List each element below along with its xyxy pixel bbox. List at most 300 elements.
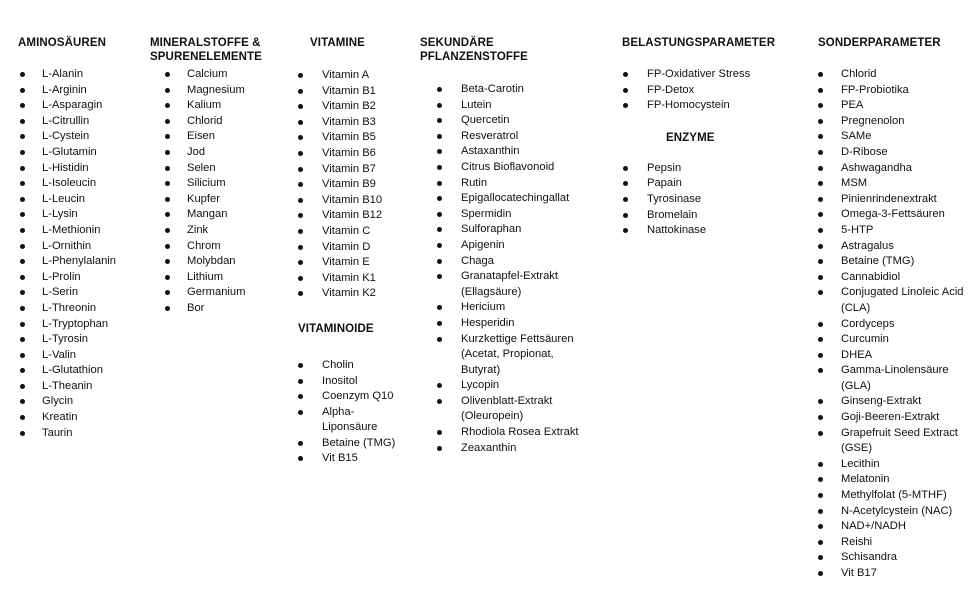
list-item — [420, 300, 590, 316]
list-item-label: Bor — [187, 301, 205, 314]
list-item-label: Astaxanthin — [461, 145, 520, 158]
bullet-icon — [165, 212, 170, 217]
bullet-icon — [20, 103, 25, 108]
list-item — [18, 207, 138, 223]
list-item-label: Vitamin B9 — [322, 178, 376, 191]
list-item-label: Conjugated Linoleic Acid (CLA) — [841, 286, 964, 314]
bullet-icon — [298, 276, 303, 281]
list-item — [818, 348, 966, 364]
list-item-label: Glycin — [42, 395, 74, 408]
bullet-icon — [20, 431, 25, 436]
bullet-icon — [298, 167, 303, 172]
list-item-label: Magnesium — [187, 83, 245, 96]
list-item-label: L-Glutamin — [42, 145, 97, 158]
list-item — [420, 222, 590, 238]
list-item — [18, 254, 138, 270]
column-aminosaeuren — [18, 36, 138, 441]
list-item — [420, 441, 590, 457]
heading-belastung: BELASTUNGSPARAMETER — [622, 37, 776, 49]
list-item-label: FP-Probiotika — [841, 83, 909, 96]
list-item — [18, 348, 138, 364]
list-sekundaere — [420, 82, 590, 456]
bullet-icon — [437, 337, 442, 342]
list-item-label: L-Histidin — [42, 161, 89, 174]
bullet-icon — [20, 322, 25, 327]
list-item — [298, 286, 408, 302]
list-item — [818, 67, 966, 83]
bullet-icon — [298, 291, 303, 296]
list-item-label: L-Prolin — [42, 270, 81, 283]
bullet-icon — [818, 509, 823, 514]
list-item-label: Cholin — [322, 358, 354, 371]
list-item — [818, 410, 966, 426]
list-item — [818, 472, 966, 488]
bullet-icon — [437, 181, 442, 186]
bullet-icon — [165, 166, 170, 171]
list-item — [150, 161, 280, 177]
list-item — [18, 363, 138, 379]
bullet-icon — [20, 150, 25, 155]
column-mineralstoffe — [150, 36, 280, 317]
list-item — [18, 176, 138, 192]
list-item-label: Chrom — [187, 239, 221, 252]
list-item — [298, 177, 408, 193]
list-item — [150, 98, 280, 114]
list-item — [818, 270, 966, 286]
bullet-icon — [20, 166, 25, 171]
list-item — [622, 83, 782, 99]
list-item-label: Vitamin B2 — [322, 100, 376, 113]
list-item — [818, 535, 966, 551]
list-item-label: Kalium — [187, 99, 222, 112]
list-item — [150, 114, 280, 130]
list-item-label: Selen — [187, 161, 216, 174]
bullet-icon — [818, 72, 823, 77]
list-item-label: Olivenblatt-Extrakt (Oleuropein) — [461, 394, 553, 423]
list-item — [18, 270, 138, 286]
list-item-label: L-Threonin — [42, 301, 97, 314]
bullet-icon — [818, 166, 823, 171]
bullet-icon — [20, 415, 25, 420]
list-item — [818, 98, 966, 114]
list-item-label: Apigenin — [461, 238, 505, 251]
bullet-icon — [818, 540, 823, 545]
list-item-label: L-Methionin — [42, 223, 101, 236]
list-item — [420, 176, 590, 192]
list-item — [298, 162, 408, 178]
bullet-icon — [437, 118, 442, 123]
bullet-icon — [20, 244, 25, 249]
list-item — [420, 113, 590, 129]
bullet-icon — [298, 104, 303, 109]
list-item-label: L-Arginin — [42, 83, 87, 96]
bullet-icon — [818, 228, 823, 233]
list-item-label: D-Ribose — [841, 145, 888, 158]
list-item — [18, 317, 138, 333]
bullet-icon — [818, 415, 823, 420]
list-item-label: NAD+/NADH — [841, 520, 906, 533]
list-item-label: Vitamin C — [322, 224, 371, 237]
bullet-icon — [298, 73, 303, 78]
list-item — [622, 208, 782, 224]
list-item-label: L-Tyrosin — [42, 333, 89, 346]
list-item-label: Taurin — [42, 426, 73, 439]
list-item-label: Chlorid — [841, 68, 877, 80]
bullet-icon — [298, 198, 303, 203]
bullet-icon — [20, 290, 25, 295]
list-item-label: Vitamin B10 — [322, 193, 383, 206]
list-item — [420, 269, 590, 300]
bullet-icon — [623, 197, 628, 202]
bullet-icon — [165, 306, 170, 311]
list-item — [420, 316, 590, 332]
bullet-icon — [165, 290, 170, 295]
list-item-label: Pepsin — [647, 161, 682, 174]
list-item-label: Cannabidiol — [841, 270, 901, 283]
list-item-label: DHEA — [841, 348, 873, 361]
list-item — [818, 363, 966, 394]
bullet-icon — [818, 555, 823, 560]
list-item-label: Calcium — [187, 68, 228, 80]
list-item — [18, 426, 138, 442]
bullet-icon — [623, 72, 628, 77]
list-item — [818, 161, 966, 177]
list-item — [298, 451, 408, 467]
list-item — [298, 146, 408, 162]
list-item — [818, 332, 966, 348]
list-item-label: Vitamin K2 — [322, 287, 376, 300]
list-item — [298, 405, 408, 436]
list-item-label: Melatonin — [841, 473, 890, 486]
list-item — [150, 270, 280, 286]
list-item-label: MSM — [841, 177, 868, 190]
list-item-label: Zink — [187, 223, 209, 236]
list-item-label: Germanium — [187, 286, 246, 299]
list-item-label: L-Asparagin — [42, 99, 103, 112]
list-item — [18, 98, 138, 114]
list-vitaminoide — [298, 358, 408, 467]
list-item-label: Eisen — [187, 130, 215, 143]
column-belastung — [622, 36, 782, 239]
bullet-icon — [818, 524, 823, 529]
list-item-label: FP-Oxidativer Stress — [647, 68, 751, 80]
bullet-icon — [437, 321, 442, 326]
bullet-icon — [437, 430, 442, 435]
list-item-label: Nattokinase — [647, 224, 707, 237]
bullet-icon — [165, 275, 170, 280]
bullet-icon — [20, 88, 25, 93]
bullet-icon — [818, 431, 823, 436]
bullet-icon — [623, 181, 628, 186]
list-item — [298, 374, 408, 390]
bullet-icon — [165, 197, 170, 202]
bullet-icon — [818, 399, 823, 404]
list-item — [18, 129, 138, 145]
list-item-label: L-Cystein — [42, 130, 90, 143]
bullet-icon — [818, 197, 823, 202]
bullet-icon — [20, 399, 25, 404]
bullet-icon — [818, 134, 823, 139]
list-item — [420, 144, 590, 160]
bullet-icon — [437, 134, 442, 139]
list-item — [18, 83, 138, 99]
list-item — [18, 410, 138, 426]
bullet-icon — [818, 275, 823, 280]
list-item — [150, 192, 280, 208]
list-item-label: Lutein — [461, 98, 492, 111]
list-item — [818, 285, 966, 316]
list-item-label: Pinienrindenextrakt — [841, 192, 937, 205]
bullet-icon — [818, 88, 823, 93]
list-item — [298, 255, 408, 271]
list-item-label: L-Citrullin — [42, 114, 90, 127]
bullet-icon — [20, 306, 25, 311]
list-item — [298, 208, 408, 224]
list-item — [818, 239, 966, 255]
list-item-label: Vit B15 — [322, 452, 358, 465]
list-item — [420, 238, 590, 254]
list-item-label: Granatapfel-Extrakt (Ellagsäure) — [461, 270, 559, 298]
list-enzyme — [622, 161, 782, 239]
list-mineralstoffe — [150, 67, 280, 317]
list-item — [18, 223, 138, 239]
bullet-icon — [623, 88, 628, 93]
bullet-icon — [437, 212, 442, 217]
list-item-label: FP-Detox — [647, 83, 695, 96]
list-item-label: Vitamin B7 — [322, 162, 376, 175]
list-item — [420, 378, 590, 394]
list-item — [622, 67, 782, 83]
list-item-label: Astragalus — [841, 239, 894, 252]
list-item-label: Betaine (TMG) — [841, 255, 915, 268]
bullet-icon — [298, 120, 303, 125]
list-item — [622, 223, 782, 239]
list-item-label: L-Tryptophan — [42, 317, 109, 330]
heading-vitamine: VITAMINE — [310, 37, 365, 49]
bullet-icon — [20, 119, 25, 124]
bullet-icon — [623, 228, 628, 233]
heading-sonder: SONDERPARAMETER — [818, 37, 941, 49]
list-item-label: Kupfer — [187, 192, 220, 205]
list-item — [18, 161, 138, 177]
list-item — [818, 394, 966, 410]
list-item-label: Vitamin B12 — [322, 209, 383, 222]
list-item-label: Vitamin D — [322, 240, 371, 253]
bullet-icon — [437, 196, 442, 201]
list-item-label: L-Isoleucin — [42, 177, 97, 190]
list-item — [818, 426, 966, 457]
bullet-icon — [437, 165, 442, 170]
bullet-icon — [818, 322, 823, 327]
bullet-icon — [818, 119, 823, 124]
list-item — [818, 129, 966, 145]
list-item-label: Methylfolat (5-MTHF) — [841, 489, 947, 502]
list-item-label: Goji-Beeren-Extrakt — [841, 411, 940, 424]
bullet-icon — [818, 462, 823, 467]
bullet-icon — [818, 493, 823, 498]
list-item-label: Mangan — [187, 208, 228, 221]
list-item — [298, 99, 408, 115]
list-item-label: L-Serin — [42, 286, 79, 299]
bullet-icon — [298, 394, 303, 399]
list-item — [298, 130, 408, 146]
list-item-label: Vitamin E — [322, 256, 370, 269]
list-item — [18, 114, 138, 130]
heading-vitaminoide: VITAMINOIDE — [298, 322, 374, 335]
list-item-label: Molybdan — [187, 255, 236, 268]
list-item-label: Jod — [187, 145, 206, 158]
column-sonder — [818, 36, 966, 582]
list-item-label: Omega-3-Fettsäuren — [841, 208, 945, 221]
bullet-icon — [298, 456, 303, 461]
bullet-icon — [298, 229, 303, 234]
bullet-icon — [818, 103, 823, 108]
bullet-icon — [20, 228, 25, 233]
list-item — [298, 115, 408, 131]
bullet-icon — [298, 410, 303, 415]
list-item-label: L-Lysin — [42, 208, 78, 221]
bullet-icon — [437, 149, 442, 154]
list-item-label: L-Glutathion — [42, 364, 103, 377]
column-vitamine — [298, 36, 408, 467]
bullet-icon — [623, 166, 628, 171]
bullet-icon — [437, 227, 442, 232]
bullet-icon — [20, 181, 25, 186]
list-item-label: Vitamin B1 — [322, 84, 376, 97]
bullet-icon — [298, 182, 303, 187]
list-item — [420, 160, 590, 176]
list-item-label: Hesperidin — [461, 316, 515, 329]
bullet-icon — [20, 259, 25, 264]
list-item — [150, 301, 280, 317]
list-item-label: Cordyceps — [841, 317, 895, 330]
list-item — [18, 301, 138, 317]
list-item-label: Kreatin — [42, 411, 78, 424]
bullet-icon — [298, 135, 303, 140]
bullet-icon — [818, 477, 823, 482]
list-item-label: L-Theanin — [42, 379, 93, 392]
list-item-label: Epigallocatechingallat — [461, 192, 570, 205]
list-item-label: Gamma-Linolensäure (GLA) — [841, 364, 949, 392]
bullet-icon — [298, 245, 303, 250]
bullet-icon — [20, 337, 25, 342]
list-item-label: Grapefruit Seed Extract (GSE) — [841, 426, 958, 455]
list-item-label: Kurzkettige Fettsäuren (Acetat, Propionat, Butyrat) — [461, 332, 574, 376]
list-item-label: PEA — [841, 99, 864, 112]
list-item-label: Reishi — [841, 535, 873, 548]
list-item — [18, 379, 138, 395]
bullet-icon — [818, 337, 823, 342]
list-item — [150, 83, 280, 99]
heading-mineralstoffe-line2: SPURENELEMENTE — [150, 51, 262, 63]
list-item-label: L-Valin — [42, 348, 76, 361]
bullet-icon — [20, 368, 25, 373]
list-item-label: Sulforaphan — [461, 223, 522, 236]
list-item-label: L-Ornithin — [42, 239, 92, 252]
bullet-icon — [165, 244, 170, 249]
list-item-label: Bromelain — [647, 208, 698, 221]
list-item — [818, 566, 966, 582]
list-item-label: Pregnenolon — [841, 114, 905, 127]
bullet-icon — [437, 305, 442, 310]
list-item — [818, 317, 966, 333]
list-item — [818, 192, 966, 208]
list-item-label: Citrus Bioflavonoid — [461, 160, 555, 173]
list-item — [298, 436, 408, 452]
bullet-icon — [623, 103, 628, 108]
list-item — [420, 332, 590, 379]
list-item — [298, 193, 408, 209]
list-item — [18, 394, 138, 410]
bullet-icon — [20, 134, 25, 139]
list-item-label: Vitamin B3 — [322, 115, 376, 128]
bullet-icon — [818, 290, 823, 295]
bullet-icon — [165, 228, 170, 233]
list-item-label: Quercetin — [461, 114, 510, 127]
bullet-icon — [818, 259, 823, 264]
bullet-icon — [298, 363, 303, 368]
list-item — [818, 207, 966, 223]
list-item-label: Ginseng-Extrakt — [841, 395, 922, 408]
list-item-label: Vit B17 — [841, 567, 877, 579]
bullet-icon — [298, 213, 303, 218]
list-item — [18, 332, 138, 348]
bullet-icon — [165, 103, 170, 108]
heading-enzyme: ENZYME — [666, 131, 715, 144]
list-item — [420, 394, 590, 425]
list-item-label: Chaga — [461, 254, 494, 267]
list-item-label: Lycopin — [461, 379, 500, 392]
list-item-label: SAMe — [841, 130, 872, 143]
list-item-label: Vitamin B5 — [322, 131, 376, 144]
bullet-icon — [818, 368, 823, 373]
list-item — [18, 145, 138, 161]
bullet-icon — [20, 72, 25, 77]
bullet-icon — [818, 212, 823, 217]
list-item — [150, 176, 280, 192]
heading-mineralstoffe — [150, 36, 280, 64]
list-item — [150, 223, 280, 239]
bullet-icon — [20, 353, 25, 358]
list-item-label: FP-Homocystein — [647, 99, 730, 112]
list-item — [298, 358, 408, 374]
list-item-label: Zeaxanthin — [461, 441, 517, 454]
list-item-label: Vitamin K1 — [322, 271, 376, 284]
bullet-icon — [165, 88, 170, 93]
list-item — [150, 239, 280, 255]
list-item — [818, 223, 966, 239]
list-item — [420, 82, 590, 98]
list-item — [298, 389, 408, 405]
list-item — [150, 129, 280, 145]
bullet-icon — [298, 89, 303, 94]
bullet-icon — [818, 150, 823, 155]
list-item-label: L-Phenylalanin — [42, 255, 117, 268]
heading-mineralstoffe-line1: MINERALSTOFFE & — [150, 37, 261, 49]
list-sonder — [818, 67, 966, 582]
list-item-label: L-Alanin — [42, 68, 84, 80]
list-item — [150, 67, 280, 83]
bullet-icon — [165, 181, 170, 186]
list-item-label: Tyrosinase — [647, 192, 702, 205]
bullet-icon — [165, 150, 170, 155]
bullet-icon — [818, 181, 823, 186]
list-item — [818, 504, 966, 520]
list-item — [420, 129, 590, 145]
bullet-icon — [437, 383, 442, 388]
list-item — [420, 254, 590, 270]
list-item — [818, 83, 966, 99]
